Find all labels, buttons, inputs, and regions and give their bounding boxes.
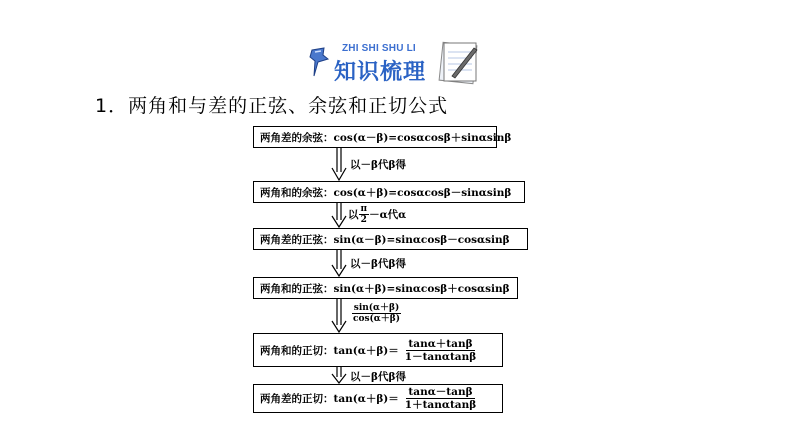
down-arrow-icon [331, 203, 347, 228]
fraction [403, 338, 478, 363]
down-arrow-icon [331, 250, 347, 277]
box-lhs: tan(α＋β)＝ [333, 393, 399, 405]
box-label: 两角和的余弦： [260, 186, 334, 199]
fraction-numerator: tanα－tanβ [408, 386, 473, 398]
box-formula: sin(α＋β)=sinαcosβ＋cosαsinβ [333, 282, 510, 295]
down-arrow-icon [331, 367, 347, 384]
box-cos-sum [253, 181, 525, 203]
box-sin-difference [253, 228, 528, 250]
fraction-denominator: 2 [360, 215, 367, 225]
step-suffix: －α代α [369, 209, 407, 221]
fraction [403, 386, 478, 411]
box-label: 两角和的正切： [260, 344, 334, 357]
header-pinyin: ZHI SHI SHU LI [342, 43, 416, 54]
step-prefix: 以 [348, 209, 359, 221]
step-label: 以－β代β得 [350, 258, 406, 270]
fraction-numerator: tanα＋tanβ [408, 337, 473, 350]
fraction-denominator: cos(α＋β) [353, 314, 400, 324]
box-label: 两角差的正弦： [260, 233, 334, 246]
box-formula: cos(α－β)=cosαcosβ＋sinαsinβ [333, 131, 512, 144]
box-tan-difference [253, 384, 503, 413]
step-label: 以－β代β得 [350, 371, 406, 383]
header-title: 知识梳理 [334, 60, 427, 85]
step-label-pi-over-2 [348, 204, 406, 225]
box-cos-difference [253, 126, 512, 148]
fraction-numerator: π [360, 204, 368, 214]
box-formula: sin(α－β)=sinαcosβ－cosαsinβ [333, 233, 510, 246]
box-label: 两角和的正弦： [260, 282, 334, 295]
step-label: 以－β代β得 [350, 159, 406, 171]
step-label-sin-over-cos [351, 303, 402, 324]
pushpin-icon [306, 46, 332, 80]
section-heading: 1．两角和与差的正弦、余弦和正切公式 [95, 95, 449, 117]
down-arrow-icon [331, 148, 347, 181]
fraction-numerator: sin(α＋β) [353, 303, 400, 313]
box-label: 两角差的余弦： [260, 131, 334, 144]
notebook-pen-icon [438, 40, 482, 86]
box-sin-sum [253, 277, 518, 299]
fraction-denominator: 1＋tanαtanβ [404, 399, 477, 411]
fraction [351, 303, 402, 324]
down-arrow-icon [331, 299, 347, 333]
fraction-denominator: 1－tanαtanβ [404, 350, 477, 363]
section-header [306, 40, 478, 86]
fraction [359, 204, 370, 225]
box-label: 两角差的正切： [260, 393, 334, 405]
box-lhs: tan(α＋β)＝ [333, 344, 399, 357]
box-formula: cos(α＋β)=cosαcosβ－sinαsinβ [333, 186, 512, 199]
box-tan-sum [253, 333, 503, 367]
